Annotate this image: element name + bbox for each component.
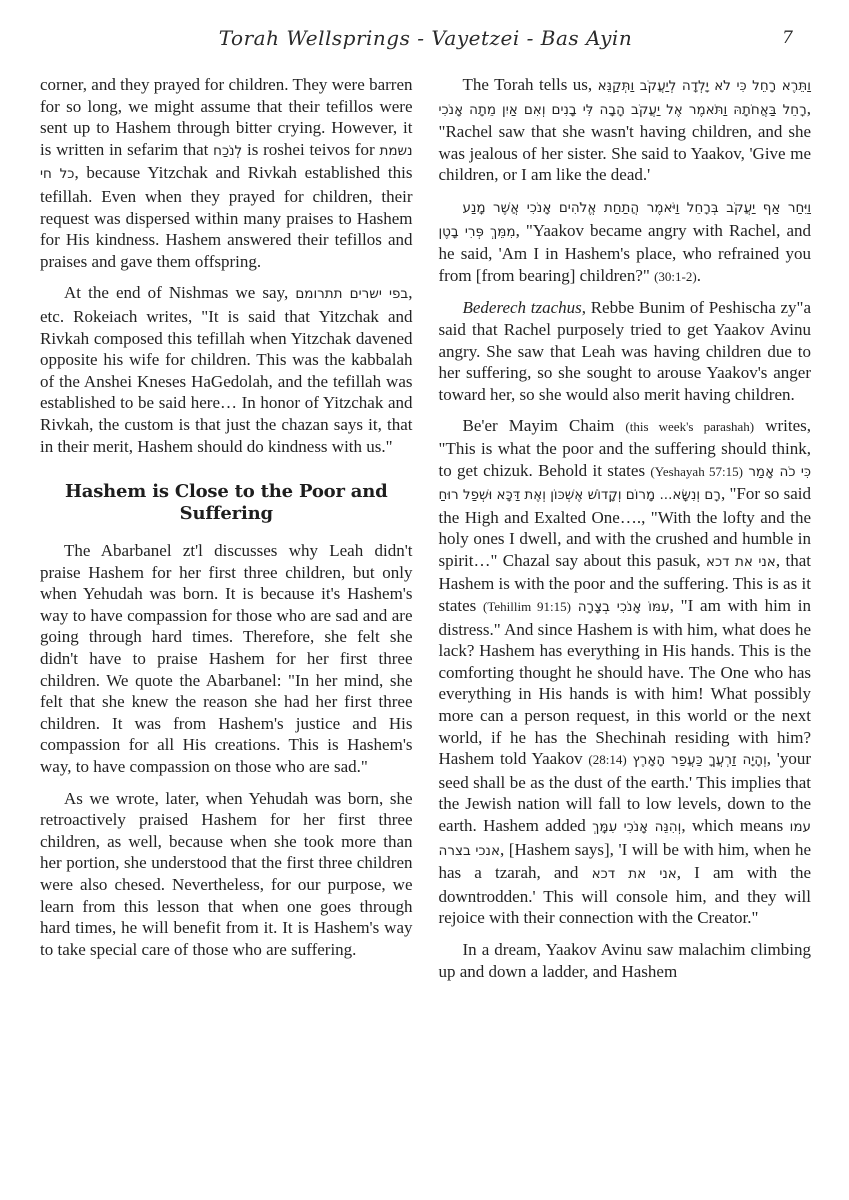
- hebrew-text: לְנֹכַח: [213, 142, 243, 159]
- body-text: Be'er Mayim Chaim: [462, 416, 626, 436]
- hebrew-text: עמו אנכי בצרה: [438, 819, 811, 859]
- page-title: Torah Wellsprings - Vayetzei - Bas Ayin: [218, 26, 633, 50]
- body-text: , that Hashem is with the poor and the suffering. This is as it states: [438, 550, 811, 616]
- page-header: [40, 26, 811, 60]
- body-text: As we wrote, later, when Yehudah was born, she retroactively praised Hashem for her first three children, as well, because when she took more than her portion, she understood that the first three children were also chesed. Nevertheless, for our purpose, we learn from this lesson that when one goes through hard times, he will benefit from it. It is Hashem's way to take special care of those who are suffering.: [40, 788, 413, 959]
- body-text: The Torah tells us,: [462, 75, 598, 94]
- source-reference: (28:14): [588, 752, 627, 768]
- paragraph: [439, 297, 812, 405]
- source-reference: (30:1-2): [654, 268, 697, 284]
- body-text: , because Yitzchak and Rivkah established this tefillah. Even when they prayed for children, their request was dispersed within many praises to Hashem for His kindness. Hashem answered their tefillos and praises and gave them offspring.: [40, 163, 413, 271]
- body-text: In a dream, Yaakov Avinu saw malachim climbing up and down a ladder, and Hashem: [438, 939, 811, 981]
- source-reference: (Yeshayah 57:15): [650, 463, 743, 479]
- body-text: , 'your seed shall be as the dust of the earth.' This implies that the Jewish nation will fall to low levels, down to the earth. Hashem added: [438, 749, 812, 835]
- hebrew-text: וַתֵּרֶא רָחֵל כִּי לֹא יָלְדָה לְיַעֲקֹב וַתְּקַנֵּא רָחֵל בַּאֲחֹתָהּ וַתֹּאמֶר אֶל יַעֲקֹב הָבָה לִּי בָנִים וְאִם אַיִן מֵתָה אָנֹכִי: [438, 78, 811, 118]
- paragraph: [439, 415, 812, 929]
- hebrew-text: נשמת כל חי: [40, 142, 413, 183]
- hebrew-text: וְהִנֵּה אָנֹכִי עִמָּךְ: [592, 819, 682, 835]
- right-column: [439, 74, 812, 992]
- hebrew-text: אני את דכא: [706, 553, 776, 570]
- hebrew-text: וַיִּחַר אַף יַעֲקֹב בְּרָחֵל וַיֹּאמֶר הֲתַחַת אֱלֹהִים אָנֹכִי אֲשֶׁר מָנַע מִמֵּךְ פְּרִי בָטֶן: [438, 199, 811, 240]
- hebrew-text: כִּי כֹה אָמַר רָם וְנִשָּׂא... מָרוֹם וְקָדוֹשׁ אֶשְׁכּוֹן וְאֶת דַּכָּא וּשְׁפַל רוּחַ: [438, 463, 811, 504]
- hebrew-text: וְהָיָה זַרְעֲךָ כַּעֲפַר הָאָרֶץ: [632, 752, 767, 769]
- body-text: is roshei teivos for: [242, 139, 380, 159]
- body-text: , "For so said the High and Exalted One…., "With the lofty and the holy ones I dwell, and with the crushed and humble in spirit…" Chazal say about this pasuk,: [438, 484, 812, 570]
- body-text: [571, 596, 578, 615]
- body-text: The Abarbanel zt'l discusses why Leah didn't praise Hashem for her first three children, but only when Yehudah was born. It is because it's Hashem's way to have compassion for those who are sad and are going through hard times. Therefore, she felt she didn't have to praise Hashem for her first three children. We quote the Abarbanel: "In her mind, she felt that she knew the reason she had her first three children. It was from Hashem's justice and His compassion for all His creations. This is Hashem's way, to have compassion on those who are sad.": [40, 541, 413, 777]
- paragraph: [439, 939, 812, 982]
- paragraph: [40, 540, 413, 778]
- body-text: , I am with the downtrodden.' This will console him, and they will rejoice with their connection with the Creator.": [438, 863, 811, 928]
- body-text: , [Hashem says], 'I will be with him, when he has a tzarah, and: [438, 839, 811, 883]
- body-text: , "Yaakov became angry with Rachel, and he said, 'Am I in Hashem's place, who refrained you from [from bearing] children?": [438, 220, 811, 285]
- body-text: , "Rachel saw that she wasn't having children, and she was jealous of her sister. She said to Yaakov, 'Give me children, or I am like the dead.': [438, 98, 811, 185]
- section-heading: Hashem is Close to the Poor and Suffering: [64, 481, 388, 525]
- body-text: , "I am with him in distress." And since Hashem is with him, what does he lack? Hashem has everything in His hands. This is the comforting thought he should have. The One who has everything in His hands is with him! What possibly more can a person request, in this world or the next world, if he has the Shechinah residing with him? Hashem told Yaakov: [438, 596, 812, 769]
- body-text: .: [696, 265, 701, 285]
- paragraph: [40, 282, 413, 457]
- body-text: , Rebbe Bunim of Peshischa zy"a said that Rachel purposely tried to get Yaakov Avinu angry. She saw that Leah was having children due to her suffering, so she sought to arouse Yaakov's anger toward her, so she would also merit having children.: [438, 298, 811, 404]
- paragraph: [439, 196, 812, 287]
- body-text: corner, and they prayed for children. They were barren for so long, we might assume that their tefillos were sent up to Hashem through bitter crying. However, it is written in sefarim that: [40, 75, 413, 159]
- hebrew-text: אני את דכא: [591, 866, 677, 883]
- paragraph: [40, 788, 413, 961]
- body-text: , etc. Rokeiach writes, "It is said that Yitzchak and Rivkah composed this tefillah when Yitzchak davened opposite his wife for children. This was the kabbalah of the Anshei Kneses HaGedolah, and the tefillah was established to be said here… In honor of Yitzchak and Rivkah, the custom is that just the chazan says it, that in their merit, Hashem should do kindness with us.": [40, 283, 413, 456]
- page-number: 7: [782, 28, 793, 48]
- source-reference: (Tehillim 91:15): [483, 599, 571, 615]
- hebrew-text: בפי ישרים תתרומם: [295, 286, 409, 303]
- paragraph: [40, 74, 413, 272]
- italic-text: Bederech tzachus: [462, 298, 582, 318]
- body-text: writes, "This is what the poor and the suffering should think, to get chizuk. Behold it states: [438, 416, 812, 480]
- left-column: [40, 74, 413, 970]
- two-column-layout: [40, 74, 811, 992]
- hebrew-text: עִמּוֹ אָנֹכִי בְצָרָה: [577, 599, 670, 616]
- paragraph: [439, 74, 812, 186]
- source-reference: (this week's parashah): [625, 419, 755, 435]
- body-text: At the end of Nishmas we say,: [64, 283, 296, 303]
- body-text: , which means: [681, 816, 790, 835]
